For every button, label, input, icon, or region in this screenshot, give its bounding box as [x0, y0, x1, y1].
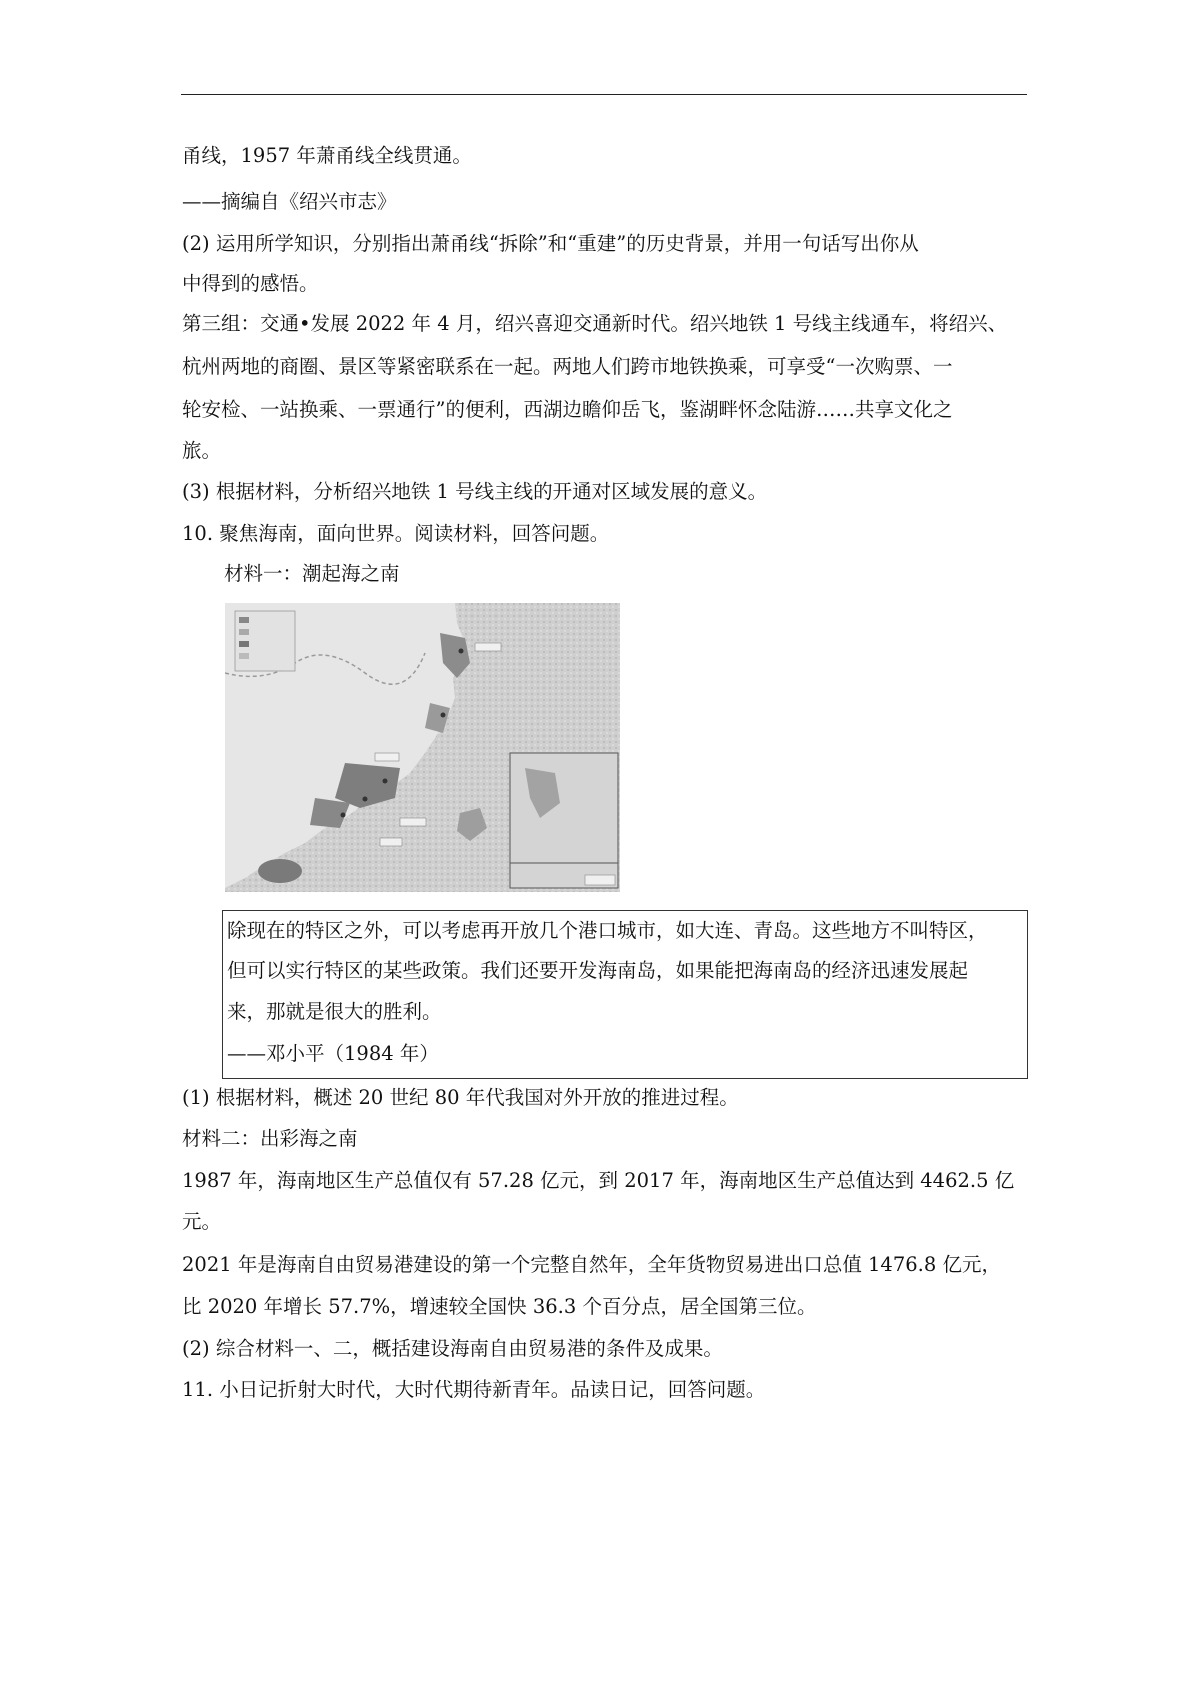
text-line: 杭州两地的商圈、景区等紧密联系在一起。两地人们跨市地铁换乘，可享受“一次购票、一	[182, 355, 953, 378]
coastal-map-image	[225, 603, 620, 892]
question-10: 10. 聚焦海南，面向世界。阅读材料，回答问题。	[182, 522, 610, 545]
quote-line: 除现在的特区之外，可以考虑再开放几个港口城市，如大连、青岛。这些地方不叫特区，	[227, 919, 988, 942]
quote-attribution: ——邓小平（1984 年）	[227, 1042, 439, 1065]
quote-line: 但可以实行特区的某些政策。我们还要开发海南岛，如果能把海南岛的经济迅速发展起	[227, 959, 969, 982]
group-3-intro: 第三组：交通•发展 2022 年 4 月，绍兴喜迎交通新时代。绍兴地铁 1 号线主线通车，将绍兴、	[182, 312, 1008, 335]
header-rule	[181, 94, 1027, 95]
text-line: 元。	[182, 1210, 222, 1233]
material-1-title: 材料一：潮起海之南	[224, 562, 400, 585]
text-line: 比 2020 年增长 57.7%，增速较全国快 36.3 个百分点，居全国第三位。	[182, 1295, 817, 1318]
material-2-title: 材料二：出彩海之南	[182, 1127, 358, 1150]
question-2: (2) 运用所学知识，分别指出萧甬线“拆除”和“重建”的历史背景，并用一句话写出你从	[182, 232, 919, 255]
question-2b: (2) 综合材料一、二，概括建设海南自由贸易港的条件及成果。	[182, 1337, 723, 1360]
question-1: (1) 根据材料，概述 20 世纪 80 年代我国对外开放的推进过程。	[182, 1086, 739, 1109]
quote-line: 来，那就是很大的胜利。	[227, 1000, 442, 1023]
text-line: 1987 年，海南地区生产总值仅有 57.28 亿元，到 2017 年，海南地区生产总值达到 4462.5 亿	[182, 1169, 1015, 1192]
source-citation: ——摘编自《绍兴市志》	[182, 190, 397, 213]
text-line: 轮安检、一站换乘、一票通行”的便利，西湖边瞻仰岳飞，鉴湖畔怀念陆游……共享文化之	[182, 398, 953, 421]
question-2-cont: 中得到的感悟。	[182, 272, 319, 295]
text-line: 2021 年是海南自由贸易港建设的第一个完整自然年，全年货物贸易进出口总值 1476.8 亿元，	[182, 1253, 1001, 1276]
text-line: 甬线，1957 年萧甬线全线贯通。	[182, 144, 472, 167]
question-11: 11. 小日记折射大时代，大时代期待新青年。品读日记，回答问题。	[182, 1378, 766, 1401]
deng-quote-box	[222, 910, 1028, 1079]
question-3: (3) 根据材料，分析绍兴地铁 1 号线主线的开通对区域发展的意义。	[182, 480, 768, 503]
text-line: 旅。	[182, 439, 222, 462]
